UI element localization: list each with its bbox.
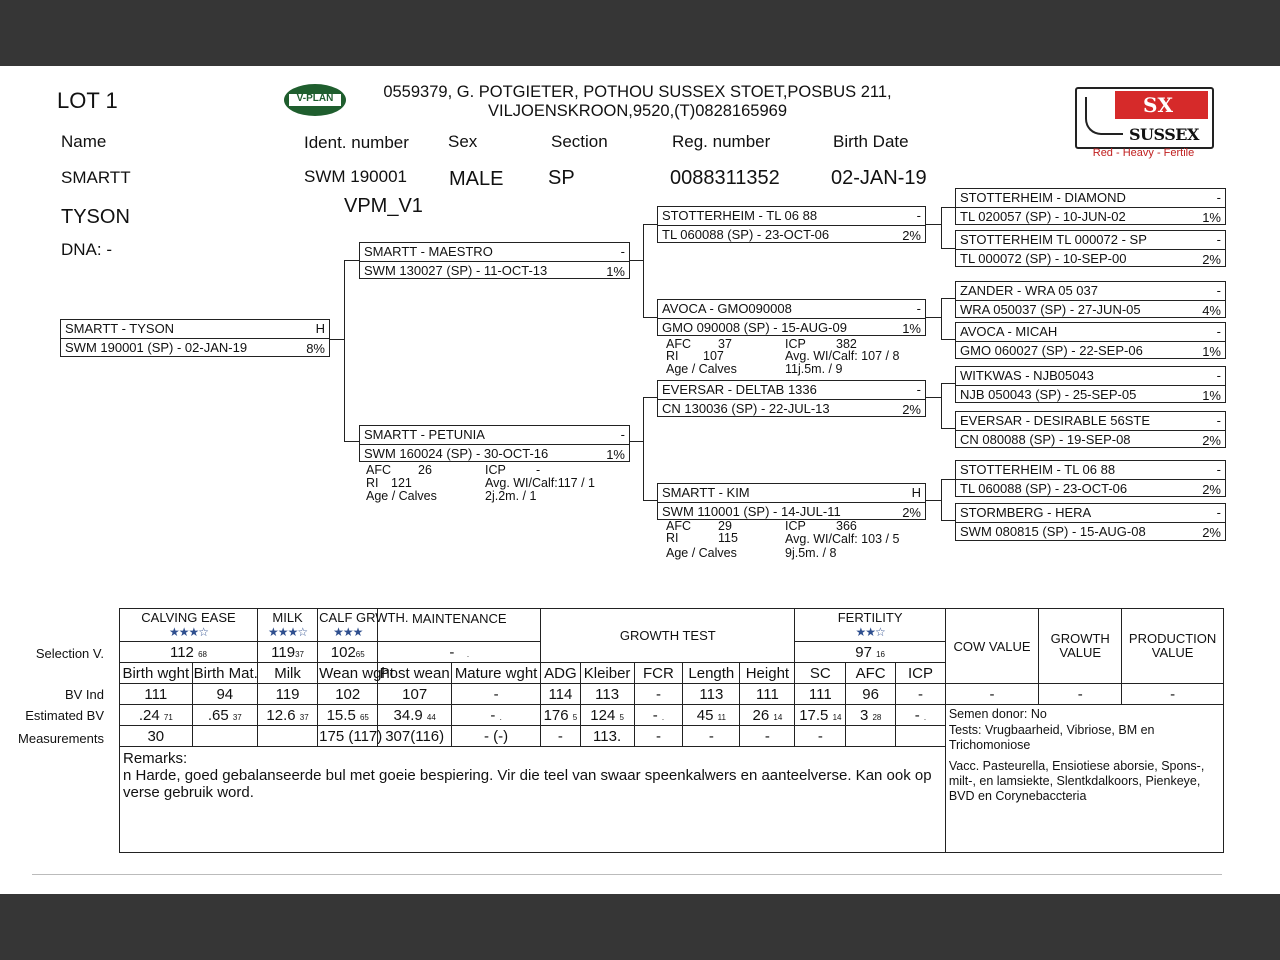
production-value-header: PRODUCTION VALUE: [1122, 609, 1224, 684]
pedigree-flag: -: [1216, 232, 1221, 247]
tests-info: Tests: Vrugbaarheid, Vibriose, BM en Trichomoniose: [948, 723, 1155, 752]
connector: [643, 500, 658, 501]
column-header: Milk: [257, 663, 317, 684]
group-label: CALVING EASE: [141, 610, 236, 625]
pedigree-pct: 4%: [1202, 303, 1221, 318]
bv-ind-cell: 113: [580, 684, 634, 705]
pedigree-flag: -: [1216, 462, 1221, 477]
pedigree-id: CN 130036 (SP) - 22-JUL-13: [662, 401, 830, 416]
measurement-cell: [846, 726, 896, 747]
stat-label: ICP: [485, 463, 506, 477]
stat-value: Avg. WI/Calf:117 / 1: [485, 476, 596, 490]
connector: [925, 397, 942, 398]
column-header: Birth wght: [120, 663, 193, 684]
column-header: Post wean: [379, 664, 450, 682]
label-ident: Ident. number: [304, 133, 409, 152]
pedigree-name: ZANDER - WRA 05 037: [960, 283, 1098, 298]
bv-ind-cell: 102: [318, 684, 378, 705]
connector: [941, 428, 956, 429]
pedigree-pct: 1%: [606, 264, 625, 279]
accuracy: 71: [163, 712, 173, 722]
value: 3: [859, 706, 869, 724]
sussex-tagline: Red - Heavy - Fertile: [1092, 147, 1195, 159]
bv-ind-cell: 107: [378, 684, 452, 705]
accuracy: 37: [232, 712, 242, 722]
pedigree-id: CN 080088 (SP) - 19-SEP-08: [960, 432, 1131, 447]
pedigree-id: TL 060088 (SP) - 23-OCT-06: [960, 481, 1128, 496]
pedigree-pct: 2%: [902, 402, 921, 417]
pedigree-ggp-5: [955, 366, 1226, 403]
measurement-cell: -: [634, 726, 683, 747]
group-fertility: [795, 609, 945, 642]
stat-value: 26: [418, 463, 432, 477]
label-section: Section: [551, 132, 608, 151]
connector: [941, 383, 956, 384]
cow-value-header: COW VALUE: [945, 609, 1038, 684]
animal-name-1: SMARTT: [61, 168, 131, 187]
pedigree-ggp-8: [955, 503, 1226, 541]
value: 34.9: [393, 706, 423, 724]
accuracy: .: [661, 712, 665, 722]
column-header: ADG: [541, 663, 580, 684]
pedigree-pct: 2%: [902, 228, 921, 243]
value: -: [914, 706, 920, 724]
animal-reg: 0088311352: [670, 167, 780, 189]
top-bar: [0, 0, 1280, 66]
pedigree-id: SWM 110001 (SP) - 14-JUL-11: [662, 504, 841, 519]
stat-value: 29: [718, 519, 732, 533]
stat-label: Age / Calves: [666, 362, 737, 376]
group-calf: [318, 609, 409, 642]
pedigree-pct: 1%: [1202, 210, 1221, 225]
stat-label: AFC: [366, 463, 391, 477]
bottom-bar: [0, 894, 1280, 960]
column-header: Wean wght: [319, 664, 394, 682]
pedigree-dam-sire: [657, 380, 926, 417]
connector: [925, 317, 942, 318]
estimated-bv-cell: [257, 705, 317, 726]
animal-vpm: VPM_V1: [344, 195, 423, 217]
animal-ident: SWM 190001: [304, 167, 407, 186]
pedigree-flag: -: [620, 244, 625, 259]
connector: [941, 479, 942, 521]
pedigree-ggp-4: [955, 322, 1226, 359]
group-milk: [257, 609, 317, 642]
stat-value: 11j.5m. / 9: [785, 362, 843, 376]
animal-dna: DNA: -: [61, 240, 112, 259]
connector: [329, 339, 345, 340]
pedigree-name: STORMBERG - HERA: [960, 505, 1092, 520]
remarks-cell: [120, 747, 946, 853]
accuracy: 65: [355, 649, 365, 659]
estimated-bv-cell: [451, 705, 540, 726]
group-calving: [120, 609, 258, 642]
value: -: [449, 643, 455, 661]
value: .24: [138, 706, 160, 724]
accuracy: .: [466, 649, 470, 659]
accuracy: 65: [359, 712, 369, 722]
measurement-cell: [257, 726, 317, 747]
pedigree-flag: -: [620, 427, 625, 442]
value: 45: [696, 706, 714, 724]
estimated-bv-cell: [378, 705, 452, 726]
pedigree-id: WRA 050037 (SP) - 27-JUN-05: [960, 302, 1141, 317]
selection-milk: [257, 642, 317, 663]
stat-label: AFC: [666, 519, 691, 533]
group-maintenance: MAINTENANCE: [378, 609, 541, 642]
estimated-bv-cell: [318, 705, 378, 726]
column-header: Height: [740, 663, 795, 684]
pedigree-name: EVERSAR - DESIRABLE 56STE: [960, 413, 1151, 428]
pedigree-pct: 8%: [306, 341, 325, 356]
divider: [32, 874, 1222, 875]
value: 124: [590, 706, 616, 724]
pedigree-ggp-6: [955, 411, 1226, 448]
connector: [925, 224, 942, 225]
measurement-cell: [192, 726, 257, 747]
bv-ind-cell: 119: [257, 684, 317, 705]
selection-calf: [318, 642, 378, 663]
group-label: MILK: [272, 610, 303, 625]
estimated-bv-cell: [192, 705, 257, 726]
group-growth-test: GROWTH TEST: [541, 609, 795, 663]
accuracy: 37: [295, 649, 304, 659]
value: 119: [271, 643, 296, 661]
pedigree-name: STOTTERHEIM - TL 06 88: [662, 208, 818, 223]
value: 97: [855, 643, 872, 661]
stat-value: 107: [703, 349, 724, 363]
pedigree-flag: H: [315, 321, 325, 336]
row-label-estimated: Estimated BV: [25, 708, 104, 723]
connector: [344, 260, 360, 261]
pedigree-flag: -: [916, 382, 921, 397]
pedigree-name: AVOCA - MICAH: [960, 324, 1058, 339]
pedigree-id: SWM 190001 (SP) - 02-JAN-19: [65, 340, 248, 355]
accuracy: 28: [872, 712, 882, 722]
bv-ind-cell: 111: [120, 684, 193, 705]
connector: [941, 207, 956, 208]
estimated-bv-cell: [740, 705, 795, 726]
pedigree-flag: -: [1216, 190, 1221, 205]
pedigree-id: GMO 060027 (SP) - 22-SEP-06: [960, 343, 1143, 358]
stat-value: 382: [836, 337, 857, 351]
column-header: FCR: [634, 663, 683, 684]
sussex-logo: [1075, 87, 1212, 162]
connector: [344, 441, 360, 442]
pedigree-ggp-7: [955, 460, 1226, 497]
pedigree-pct: 1%: [1202, 344, 1221, 359]
estimated-bv-cell: [634, 705, 683, 726]
accuracy: 5: [619, 712, 624, 722]
pedigree-flag: -: [1216, 283, 1221, 298]
pedigree-flag: -: [1216, 505, 1221, 520]
connector: [941, 298, 942, 340]
stat-value: 366: [836, 519, 857, 533]
bv-ind-value-cell: -: [945, 684, 1038, 705]
measurement-cell: 113.: [580, 726, 634, 747]
pedigree-name: STOTTERHEIM - TL 06 88: [960, 462, 1116, 477]
pedigree-id: TL 020057 (SP) - 10-JUN-02: [960, 209, 1126, 224]
stat-value: 115: [718, 531, 738, 545]
measurement-cell: -: [795, 726, 846, 747]
pedigree-name: STOTTERHEIM TL 000072 - SP: [960, 232, 1147, 247]
owner-line-1: 0559379, G. POTGIETER, POTHOU SUSSEX STOET,POSBUS 211,: [383, 83, 892, 101]
estimated-bv-cell: [795, 705, 846, 726]
vplan-logo-text: V-PLAN: [296, 93, 334, 104]
dam-dam-stats: [666, 520, 936, 562]
accuracy: 68: [198, 649, 207, 659]
stat-value: Avg. WI/Calf: 107 / 8: [785, 349, 900, 363]
row-label-bvind: BV Ind: [64, 687, 104, 702]
owner-line-2: VILJOENSKROON,9520,(T)0828165969: [488, 102, 787, 120]
pedigree-pct: 1%: [1202, 388, 1221, 403]
connector: [941, 339, 956, 340]
semen-donor: Semen donor: No: [948, 707, 1047, 721]
pedigree-pct: 2%: [1202, 252, 1221, 267]
stat-value: 9j.5m. / 8: [785, 546, 837, 560]
measurement-cell: 307(116): [378, 726, 452, 747]
pedigree-name: SMARTT - KIM: [662, 485, 750, 500]
selection-calving: [120, 642, 258, 663]
connector: [941, 520, 956, 521]
pedigree-pct: 2%: [902, 505, 921, 520]
dam-stats: [366, 464, 636, 506]
value: -: [652, 706, 658, 724]
value: 15.5: [326, 706, 356, 724]
pedigree-ggp-2: [955, 230, 1226, 267]
pedigree-pct: 2%: [1202, 525, 1221, 540]
animal-sex: MALE: [449, 168, 504, 190]
star-rating: ★★★: [333, 625, 363, 639]
breeding-value-table: [119, 608, 1224, 853]
value: -: [490, 706, 496, 724]
selection-maintenance: [378, 642, 541, 663]
row-label-measurements: Measurements: [18, 731, 104, 746]
connector: [941, 479, 956, 480]
connector: [941, 298, 956, 299]
measurement-cell: -: [541, 726, 580, 747]
stat-value: Avg. WI/Calf: 103 / 5: [785, 532, 900, 546]
accuracy: 14: [773, 712, 783, 722]
stat-value: -: [536, 463, 541, 477]
pedigree-flag: H: [911, 485, 921, 500]
accuracy: 14: [832, 712, 842, 722]
pedigree-id: SWM 130027 (SP) - 11-OCT-13: [364, 263, 548, 278]
pedigree-sire-sire: [657, 206, 926, 243]
lot-number: LOT 1: [57, 88, 118, 113]
bv-ind-cell: 113: [683, 684, 740, 705]
bv-ind-value-cell: -: [1122, 684, 1224, 705]
health-info: [945, 705, 1223, 853]
pedigree-name: AVOCA - GMO090008: [662, 301, 792, 316]
measurement-cell: - (-): [451, 726, 540, 747]
label-reg: Reg. number: [672, 132, 771, 151]
pedigree-dam-dam: [657, 483, 926, 520]
accuracy: 44: [426, 712, 436, 722]
column-header: Mature wght: [451, 663, 540, 684]
vplan-logo: [284, 84, 346, 116]
connector: [629, 441, 644, 442]
stat-label: ICP: [785, 337, 806, 351]
stat-value: 121: [391, 476, 412, 490]
pedigree-id: GMO 090008 (SP) - 15-AUG-09: [662, 320, 847, 335]
connector: [629, 260, 644, 261]
bv-ind-cell: -: [896, 684, 946, 705]
value: 176: [543, 706, 569, 724]
column-header: Birth Mat.: [193, 664, 258, 682]
bv-ind-cell: 94: [192, 684, 257, 705]
pedigree-subject: [60, 319, 330, 357]
estimated-bv-cell: [120, 705, 193, 726]
value: 102: [330, 643, 356, 661]
pedigree-name: SMARTT - PETUNIA: [364, 427, 485, 442]
column-header: Kleiber: [580, 663, 634, 684]
pedigree-id: NJB 050043 (SP) - 25-SEP-05: [960, 387, 1137, 402]
pedigree-flag: -: [1216, 324, 1221, 339]
pedigree-flag: -: [1216, 413, 1221, 428]
sire-dam-stats: [666, 338, 936, 378]
remarks-label: Remarks:: [123, 750, 188, 767]
stat-label: RI: [666, 349, 679, 363]
pedigree-sire: [359, 242, 630, 279]
estimated-bv-cell: [541, 705, 580, 726]
pedigree-id: TL 060088 (SP) - 23-OCT-06: [662, 227, 830, 242]
accuracy: .: [499, 712, 502, 722]
star-rating: ★★★☆: [268, 625, 308, 639]
pedigree-ggp-1: [955, 188, 1226, 225]
bv-ind-cell: 96: [846, 684, 896, 705]
bv-ind-value-cell: -: [1039, 684, 1122, 705]
connector: [643, 224, 658, 225]
group-label: CALF GRWTH.: [319, 610, 409, 625]
column-header: ICP: [896, 663, 946, 684]
growth-value-header: GROWTH VALUE: [1039, 609, 1122, 684]
row-label-selection: Selection V.: [35, 646, 104, 661]
value: .65: [207, 706, 229, 724]
connector: [643, 397, 658, 398]
pedigree-name: EVERSAR - DELTAB 1336: [662, 382, 817, 397]
pedigree-sire-dam: [657, 299, 926, 336]
accuracy: 11: [717, 712, 726, 722]
sussex-mark: SX: [1143, 93, 1173, 117]
pedigree-flag: -: [916, 301, 921, 316]
label-name: Name: [61, 132, 107, 151]
pedigree-dam: [359, 425, 630, 462]
accuracy: 16: [876, 649, 886, 659]
pedigree-name: SMARTT - TYSON: [65, 321, 175, 336]
bull-head-icon: [1085, 97, 1123, 135]
bv-ind-cell: 114: [541, 684, 580, 705]
column-header: AFC: [846, 663, 896, 684]
measurement-cell: -: [740, 726, 795, 747]
connector: [643, 397, 644, 501]
stat-label: AFC: [666, 337, 691, 351]
pedigree-flag: -: [1216, 368, 1221, 383]
stat-label: ICP: [785, 519, 806, 533]
accuracy: .: [923, 712, 927, 722]
estimated-bv-cell: [846, 705, 896, 726]
label-sex: Sex: [448, 132, 478, 151]
pedigree-pct: 1%: [902, 321, 921, 336]
measurement-cell: 30: [120, 726, 193, 747]
connector: [344, 260, 345, 441]
pedigree-ggp-3: [955, 281, 1226, 318]
pedigree-name: WITKWAS - NJB05043: [960, 368, 1094, 383]
pedigree-flag: -: [916, 208, 921, 223]
star-rating: ★★☆: [855, 625, 885, 639]
owner-info: [360, 83, 915, 121]
bv-ind-cell: 111: [795, 684, 846, 705]
pedigree-name: SMARTT - MAESTRO: [364, 244, 493, 259]
bv-ind-cell: -: [451, 684, 540, 705]
star-rating: ★★★☆: [168, 625, 208, 639]
animal-name-2: TYSON: [61, 206, 130, 228]
pedigree-id: SWM 080815 (SP) - 15-AUG-08: [960, 524, 1146, 539]
animal-section: SP: [548, 167, 575, 189]
value: 12.6: [266, 706, 296, 724]
connector: [643, 224, 644, 318]
stat-value: 2j.2m. / 1: [485, 489, 537, 503]
measurement-cell: 175 (117): [319, 727, 383, 745]
connector: [925, 500, 942, 501]
stat-label: Age / Calves: [666, 546, 737, 560]
bv-ind-cell: -: [634, 684, 683, 705]
column-header: SC: [795, 663, 846, 684]
selection-fertility: [795, 642, 945, 663]
group-label: FERTILITY: [837, 610, 903, 625]
measurement-cell: -: [683, 726, 740, 747]
pedigree-pct: 2%: [1202, 482, 1221, 497]
connector: [941, 383, 942, 429]
estimated-bv-cell: [896, 705, 946, 726]
value: 17.5: [799, 706, 829, 724]
vaccination-info: Vacc. Pasteurella, Ensiotiese aborsie, Spons-, milt-, en lamsiekte, Slentkdalkoors, Pienkeye, BVD en Corynebaccteria: [948, 759, 1205, 803]
measurement-cell: [896, 726, 946, 747]
stat-value: 37: [718, 337, 732, 351]
value: 26: [752, 706, 770, 724]
pedigree-pct: 2%: [1202, 433, 1221, 448]
connector: [941, 207, 942, 249]
estimated-bv-cell: [580, 705, 634, 726]
estimated-bv-cell: [683, 705, 740, 726]
connector: [643, 317, 658, 318]
stat-label: RI: [666, 531, 679, 545]
value: 112: [169, 643, 194, 661]
animal-birth: 02-JAN-19: [831, 167, 927, 189]
stat-label: Age / Calves: [366, 489, 437, 503]
accuracy: 37: [299, 712, 309, 722]
pedigree-name: STOTTERHEIM - DIAMOND: [960, 190, 1126, 205]
bv-ind-cell: 111: [740, 684, 795, 705]
accuracy: 5: [572, 712, 578, 722]
label-birth: Birth Date: [833, 132, 909, 151]
pedigree-id: SWM 160024 (SP) - 30-OCT-16: [364, 446, 549, 461]
column-header: Length: [683, 663, 740, 684]
sussex-name: SUSSEX: [1129, 125, 1199, 144]
pedigree-id: TL 000072 (SP) - 10-SEP-00: [960, 251, 1127, 266]
connector: [941, 248, 956, 249]
stat-label: RI: [366, 476, 379, 490]
pedigree-pct: 1%: [606, 447, 625, 462]
remarks-text: n Harde, goed gebalanseerde bul met goeie bespiering. Vir die teel van swaar speenkalwers en aanteelverse. Kan ook op verse gebruik word.: [123, 767, 932, 801]
